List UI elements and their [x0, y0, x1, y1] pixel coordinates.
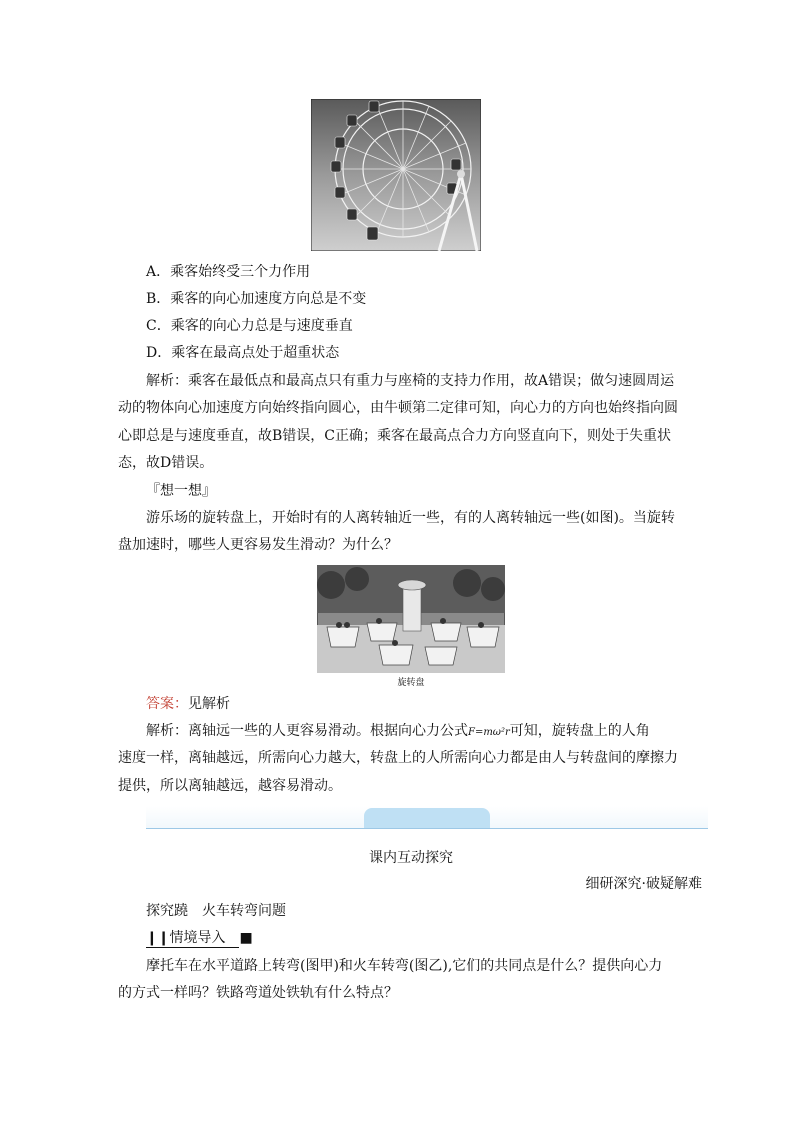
- scenario-label: 情境导入: [169, 930, 226, 946]
- analysis-line: 态，故D错误。: [118, 455, 214, 471]
- option-b: B．乘客的向心加速度方向总是不变: [146, 291, 367, 307]
- scenario-body-line: 的方式一样吗？铁路弯道处铁轨有什么特点？: [118, 985, 398, 1001]
- option-c: C．乘客的向心力总是与速度垂直: [146, 318, 353, 334]
- analysis-line: 解析：乘客在最低点和最高点只有重力与座椅的支持力作用，故A错误；做匀速圆周运: [146, 373, 675, 389]
- centripetal-formula: F=mω²r: [468, 727, 510, 738]
- answer-label: 答案：: [146, 696, 188, 712]
- analysis-line: 心即总是与速度垂直，故B错误，C正确；乘客在最高点合力方向竖直向下，则处于失重状: [118, 428, 671, 444]
- option-d: D．乘客在最高点处于超重状态: [146, 345, 340, 361]
- think-analysis-line: 提供，所以离轴越远，越容易滑动。: [118, 778, 342, 794]
- think-analysis-line: [146, 718, 706, 746]
- section-title: 课内互动探究: [369, 850, 453, 866]
- analysis-text: 可知，旋转盘上的人角: [509, 723, 650, 739]
- answer-text: 见解析: [188, 696, 230, 712]
- option-a: A．乘客始终受三个力作用: [146, 264, 311, 280]
- answer-line: [146, 691, 706, 718]
- think-prompt-line: 盘加速时，哪些人更容易发生滑动？为什么？: [118, 537, 398, 553]
- section-banner-tab: [364, 808, 490, 828]
- scenario-body-line: 摩托车在水平道路上转弯(图甲)和火车转弯(图乙),它们的共同点是什么？提供向心力: [146, 958, 663, 974]
- think-analysis-line: 速度一样，离轴越远，所需向心力越大，转盘上的人所需向心力都是由人与转盘间的摩擦力: [118, 750, 678, 766]
- section-divider: [146, 828, 708, 829]
- scenario-label-group: [146, 930, 239, 948]
- analysis-line: 动的物体向心加速度方向始终指向圆心，由牛顿第二定律可知，向心力的方向也始终指向圆: [118, 400, 678, 416]
- figure-caption: 旋转盘: [397, 678, 425, 688]
- topic-heading: 探究蹺 火车转弯问题: [146, 903, 286, 919]
- square-icon: ■: [239, 930, 253, 946]
- think-prompt-line: 游乐场的旋转盘上，开始时有的人离转轴近一些，有的人离转轴远一些(如图)。当旋转: [146, 510, 675, 526]
- bars-icon: ❙❙: [146, 930, 170, 946]
- ferris-wheel-photo: [311, 99, 481, 251]
- section-subtitle: 细研深究·破疑解难: [585, 876, 702, 892]
- teacup-ride-photo: [317, 565, 505, 673]
- analysis-text: 解析：离轴远一些的人更容易滑动。根据向心力公式: [146, 723, 468, 739]
- scenario-heading: [146, 925, 706, 952]
- think-heading: 『想一想』: [146, 483, 216, 499]
